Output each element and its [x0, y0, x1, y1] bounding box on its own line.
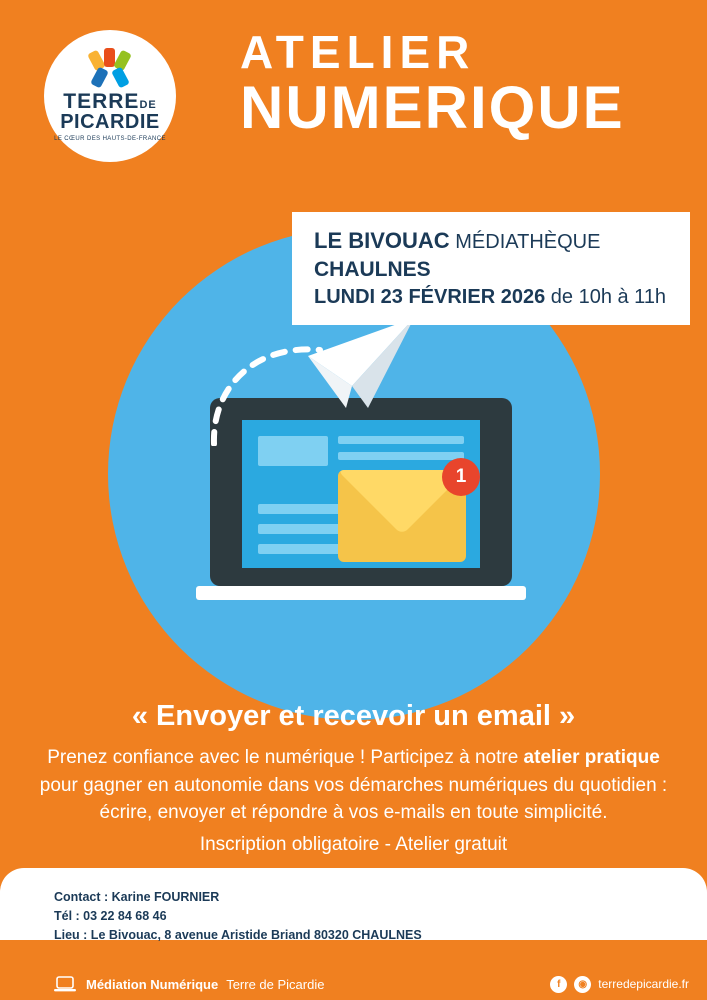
contact-address: Lieu : Le Bivouac, 8 avenue Aristide Briand 80320 CHAULNES	[54, 927, 422, 942]
footer-sublabel: Terre de Picardie	[226, 976, 325, 992]
logo-terre-de-picardie	[44, 30, 176, 162]
title-line-atelier: ATELIER	[240, 26, 476, 78]
logo-name-line2: PICARDIE	[60, 110, 160, 133]
event-city: CHAULNES	[314, 258, 431, 281]
logo-name-line1: TERREDE	[63, 89, 157, 113]
contact-name: Contact : Karine FOURNIER	[54, 890, 220, 904]
notification-badge: 1	[442, 458, 480, 496]
title-line-numerique: NUMERIQUE	[240, 74, 625, 142]
laptop-base	[196, 586, 526, 600]
logo-mark-icon	[87, 51, 133, 89]
logo-tagline: LE CŒUR DES HAUTS-DE-FRANCE	[54, 135, 166, 142]
footer-social-group	[550, 976, 689, 993]
website-link[interactable]: terredepicardie.fr	[598, 977, 689, 991]
footer-label: Médiation Numérique	[86, 976, 219, 992]
contact-block	[54, 888, 422, 944]
laptop-icon	[54, 975, 76, 993]
event-venue: LE BIVOUAC MÉDIATHÈQUE	[314, 228, 601, 253]
workshop-quote: « Envoyer et recevoir un email »	[131, 700, 576, 732]
facebook-icon[interactable]: f	[550, 976, 567, 993]
registration-note: Inscription obligatoire - Atelier gratuit	[199, 834, 508, 855]
workshop-description: Prenez confiance avec le numérique ! Participez à notre atelier pratique pour gagner en autonomie dans vos démarches numériques du quotidien : écrire, envoyer et répondre à vos e-mails en toute simplicité.	[39, 747, 668, 824]
contact-phone: Tél : 03 22 84 68 46	[54, 908, 167, 923]
event-info-box	[292, 212, 690, 325]
page-title	[240, 26, 680, 142]
footer-bar	[0, 968, 707, 1000]
instagram-icon[interactable]: ◉	[574, 976, 591, 993]
event-datetime: LUNDI 23 FÉVRIER 2026 de 10h à 11h	[314, 286, 667, 309]
